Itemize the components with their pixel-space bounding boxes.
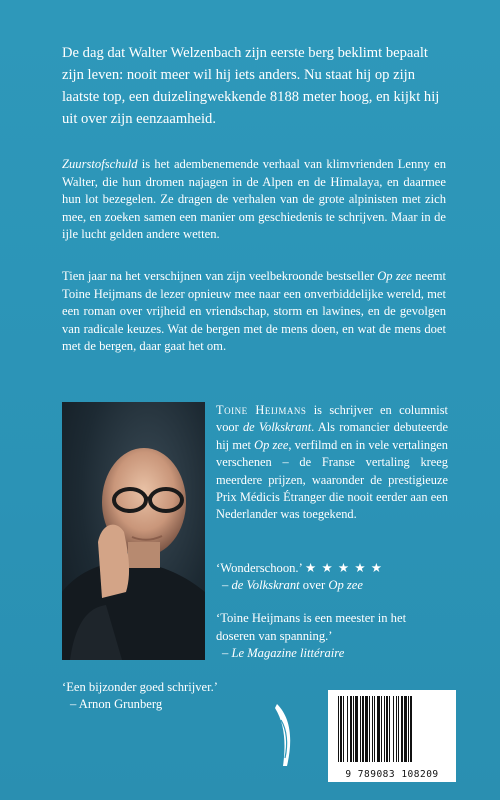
author-context-paragraph (62, 268, 446, 356)
previous-book-title: Op zee (377, 269, 412, 283)
isbn-barcode (328, 690, 456, 782)
bio-text-3: , verfilmd en in vele vertalingen verschenen – de Franse vertaling kreeg meerdere prijzen, waaronder de prestigieuze Prix Médicis Étranger die nooit eerder aan een Nederlander was toegekend. (216, 437, 448, 522)
review-source-1 (222, 577, 363, 595)
quote-1-text: ‘Wonderschoon.’ (216, 561, 302, 575)
author-bio (216, 402, 448, 524)
rating-stars: ★ ★ ★ ★ ★ (305, 561, 384, 575)
review-quote-1 (216, 560, 383, 578)
book-title: Zuurstofschuld (62, 157, 138, 171)
publisher-logo-icon (273, 700, 295, 770)
blurb-paragraph (62, 156, 446, 244)
author-photo (62, 402, 205, 660)
bio-text-2: . Als romancier debuteerde hij met (216, 420, 448, 452)
author-name: Toine Heijmans (216, 403, 307, 417)
review-quote-3: ‘Een bijzonder goed schrijver.’ (62, 680, 218, 694)
debut-book-title: Op zee (254, 437, 289, 452)
isbn-number: 9 789083 108209 (345, 769, 439, 780)
context-text-2: neemt Toine Heijmans de lezer opnieuw mee naar een onverbiddelijke wereld, met een roman over vrijheid en vriendschap, storm en lawines, en de gevolgen van radicale keuzes. Wat de bergen met de mens doen, en wat de mens doet met de bergen, daar gaat het om. (62, 269, 447, 354)
intro-paragraph: De dag dat Walter Welzenbach zijn eerste berg beklimt bepaalt zijn leven: nooit meer wil hij iets anders. Nu staat hij op zijn laatste top, een duizelingwekkende 8188 meter hoog, en kijkt hij uit over zijn eenzaamheid. (62, 45, 440, 127)
review-source-2: – Le Magazine littéraire (222, 646, 345, 660)
source-1-dash: – (222, 578, 232, 592)
bio-text-1: is schrijver en columnist voor (216, 403, 448, 435)
source-1-paper: de Volkskrant (231, 578, 300, 592)
source-1-mid: over (299, 578, 329, 592)
review-source-3: – Arnon Grunberg (70, 697, 163, 711)
review-quote-2: ‘Toine Heijmans is een meester in het doseren van spanning.’ (216, 611, 407, 643)
barcode-bars (328, 690, 456, 768)
source-1-book: Op zee (328, 578, 363, 592)
context-text-1: Tien jaar na het verschijnen van zijn veelbekroonde bestseller (62, 269, 378, 283)
newspaper-name: de Volkskrant (242, 420, 312, 435)
blurb-text: is het adembenemende verhaal van klimvrienden Lenny en Walter, die hun dromen najagen in de Alpen en de Himalaya, en daarmee hun lot bezegelen. Ze dragen de verhalen van de grote alpinisten met zich mee, en zoeken samen een manier om geschiedenis te schrijven. Maar in de ijle lucht gelden andere wetten. (62, 157, 446, 242)
